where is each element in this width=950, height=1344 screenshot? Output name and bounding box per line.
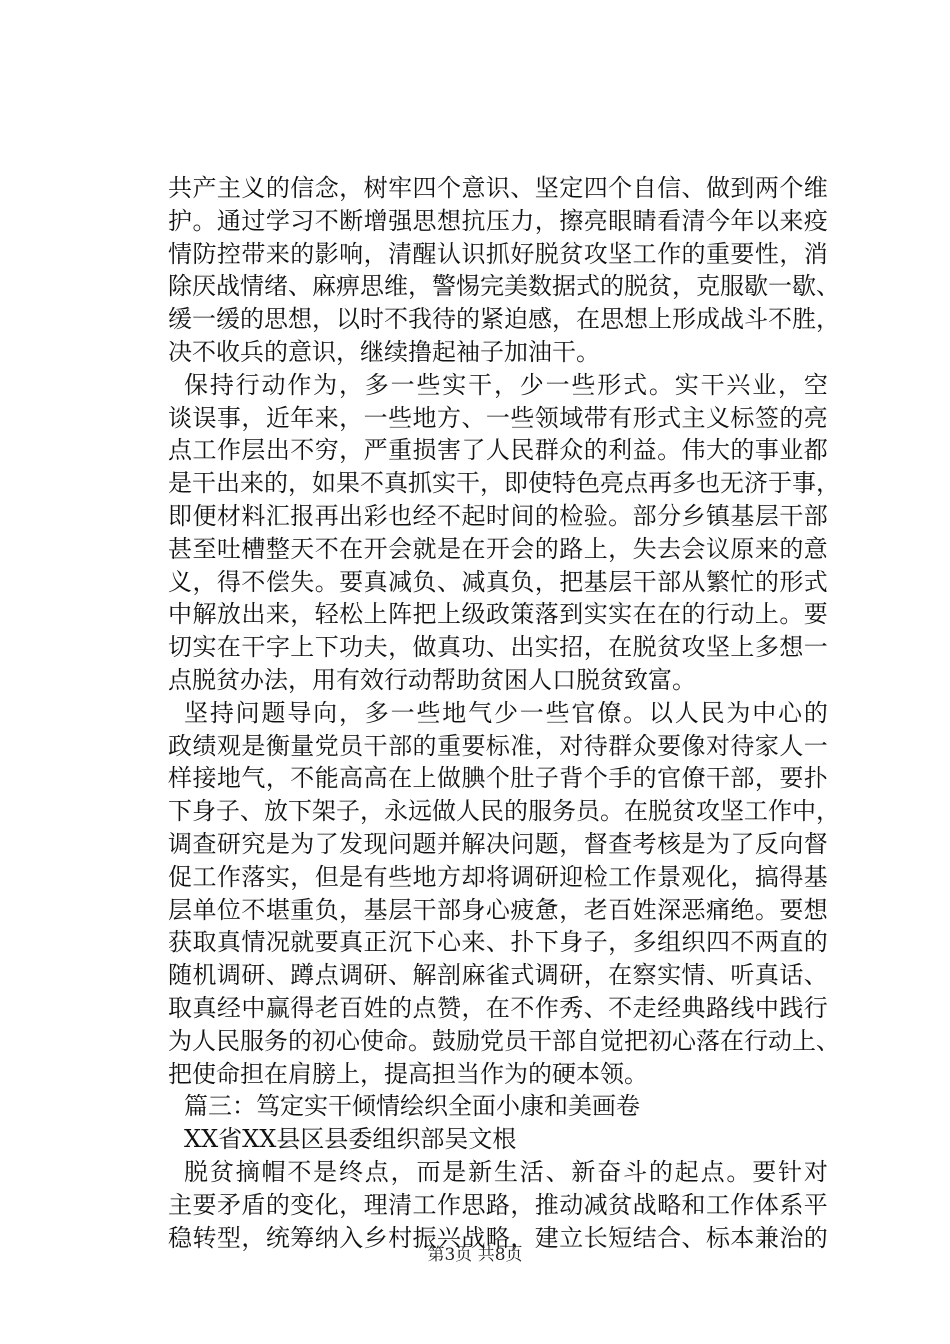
text-line <box>168 926 828 959</box>
text-line-content: 是 干 出 来 的 ， 如 果 不 真 抓 实 干 ， 即 使 特 色 亮 点 再 多 也 无 济 于 事 ， <box>168 469 840 498</box>
text-line <box>168 1156 828 1189</box>
text-line <box>168 1189 828 1222</box>
text-line <box>168 828 828 861</box>
text-line-content: 随 机 调 研 、 蹲 点 调 研 、 解 剖 麻 雀 式 调 研 ， 在 察 实 情 、 听 真 话 、 <box>168 961 828 990</box>
text-line <box>168 369 828 402</box>
text-line <box>168 172 828 205</box>
text-line-content: 甚 至 吐 槽 整 天 不 在 开 会 就 是 在 开 会 的 路 上 ， 失 去 会 议 原 来 的 意 <box>168 534 828 563</box>
text-line <box>168 1025 840 1058</box>
text-line-content: 调 查 研 究 是 为 了 发 现 问 题 并 解 决 问 题 ， 督 查 考 核 是 为 了 反 向 督 <box>168 829 828 858</box>
page-footer: 第3页 共8页 <box>427 1245 523 1265</box>
text-line-content: 义 ， 得 不 偿 失 。 要 真 减 负 、 减 真 负 ， 把 基 层 干 部 从 繁 忙 的 形 式 <box>168 567 828 596</box>
document-body <box>168 172 840 1254</box>
text-line <box>168 467 840 500</box>
text-line-content: 促 工 作 落 实 ， 但 是 有 些 地 方 却 将 调 研 迎 检 工 作 景 观 化 ， 搞 得 基 <box>168 862 828 891</box>
text-line <box>168 533 828 566</box>
text-line-content: 保 持 行 动 作 为 ， 多 一 些 实 干 ， 少 一 些 形 式 。 实 干 兴 业 ， 空 <box>184 370 828 399</box>
text-line-content: 护 。 通 过 学 习 不 断 增 强 思 想 抗 压 力 ， 擦 亮 眼 睛 看 清 今 年 以 来 疫 <box>168 206 828 235</box>
text-line <box>168 730 828 763</box>
text-line-content: 样 接 地 气 ， 不 能 高 高 在 上 做 腆 个 肚 子 背 个 手 的 官 僚 干 部 ， 要 扑 <box>168 764 828 793</box>
text-line-content: 获 取 真 情 况 就 要 真 正 沉 下 心 来 、 扑 下 身 子 ， 多 组 织 四 不 两 直 的 <box>168 928 828 957</box>
text-line <box>168 238 828 271</box>
text-line-content: 缓 一 缓 的 思 想 ， 以 时 不 我 待 的 紧 迫 感 ， 在 思 想 上 形 成 战 斗 不 胜 ， <box>168 305 840 334</box>
text-line-content: 为 人 民 服 务 的 初 心 使 命 。 鼓 励 党 员 干 部 自 觉 把 初 心 落 在 行 动 上 、 <box>168 1026 840 1055</box>
text-line-content: 脱 贫 摘 帽 不 是 终 点 ， 而 是 新 生 活 、 新 奋 斗 的 起 点 。 要 针 对 <box>184 1157 828 1186</box>
text-line: 决不收兵的意识，继续撸起袖子加油干。 <box>168 337 600 366</box>
text-line <box>168 402 828 435</box>
text-line-content: 除 厌 战 情 绪 、 麻 痹 思 维 ， 警 惕 完 美 数 据 式 的 脱 贫 ， 克 服 歇 一 歇 、 <box>168 272 840 301</box>
text-line <box>168 303 840 336</box>
text-line <box>168 697 828 730</box>
text-line-content: 切 实 在 干 字 上 下 功 夫 ， 做 真 功 、 出 实 招 ， 在 脱 贫 攻 坚 上 多 想 一 <box>168 633 828 662</box>
text-line <box>168 566 828 599</box>
text-line: 把使命担在肩膀上，提高担当作为的硬本领。 <box>168 1059 648 1088</box>
text-line <box>168 598 828 631</box>
text-line-content: 即 便 材 料 汇 报 再 出 彩 也 经 不 起 时 间 的 检 验 。 部 分 乡 镇 基 层 干 部 <box>168 501 828 530</box>
text-line-content: 取 真 经 中 赢 得 老 百 姓 的 点 赞 ， 在 不 作 秀 、 不 走 经 典 路 线 中 践 行 <box>168 993 828 1022</box>
text-line <box>168 205 828 238</box>
text-line <box>168 959 828 992</box>
text-line <box>168 992 828 1025</box>
text-line <box>168 500 828 533</box>
text-line-content: 层 单 位 不 堪 重 负 ， 基 层 干 部 身 心 疲 惫 ， 老 百 姓 深 恶 痛 绝 。 要 想 <box>168 895 828 924</box>
text-line-content: 共 产 主 义 的 信 念 ， 树 牢 四 个 意 识 、 坚 定 四 个 自 信 、 做 到 两 个 维 <box>168 174 828 202</box>
text-line <box>168 894 828 927</box>
text-line: 篇三：笃定实干倾情绘织全面小康和美画卷 <box>184 1092 640 1121</box>
text-line <box>168 861 828 894</box>
text-line: XX省XX县区县委组织部吴文根 <box>184 1125 517 1154</box>
text-line <box>168 434 828 467</box>
text-line-content: 谈 误 事 ， 近 年 来 ， 一 些 地 方 、 一 些 领 域 带 有 形 式 主 义 标 签 的 亮 <box>168 403 828 432</box>
text-line-content: 政 绩 观 是 衡 量 党 员 干 部 的 重 要 标 准 ， 对 待 群 众 要 像 对 待 家 人 一 <box>168 731 828 760</box>
text-line-content: 下 身 子 、 放 下 架 子 ， 永 远 做 人 民 的 服 务 员 。 在 脱 贫 攻 坚 工 作 中 ， <box>168 797 840 826</box>
text-line <box>168 270 840 303</box>
text-line <box>168 631 828 664</box>
text-line-content: 坚 持 问 题 导 向 ， 多 一 些 地 气 少 一 些 官 僚 。 以 人 民 为 中 心 的 <box>184 698 828 727</box>
text-line <box>168 795 840 828</box>
text-line-content: 点 工 作 层 出 不 穷 ， 严 重 损 害 了 人 民 群 众 的 利 益 。 伟 大 的 事 业 都 <box>168 436 828 465</box>
text-line-content: 情 防 控 带 来 的 影 响 ， 清 醒 认 识 抓 好 脱 贫 攻 坚 工 作 的 重 要 性 ， 消 <box>168 239 828 268</box>
text-line-content: 主 要 矛 盾 的 变 化 ， 理 清 工 作 思 路 ， 推 动 减 贫 战 略 和 工 作 体 系 平 <box>168 1190 828 1219</box>
text-line-content: 稳 转 型 ， 统 筹 纳 入 乡 村 振 兴 战 略 ， 建 立 长 短 结 合 、 标 本 兼 治 的 <box>168 1223 828 1252</box>
text-line: 点脱贫办法，用有效行动帮助贫困人口脱贫致富。 <box>168 665 696 694</box>
text-line-content: 中 解 放 出 来 ， 轻 松 上 阵 把 上 级 政 策 落 到 实 实 在 在 的 行 动 上 。 要 <box>168 600 828 629</box>
text-line <box>168 762 828 795</box>
